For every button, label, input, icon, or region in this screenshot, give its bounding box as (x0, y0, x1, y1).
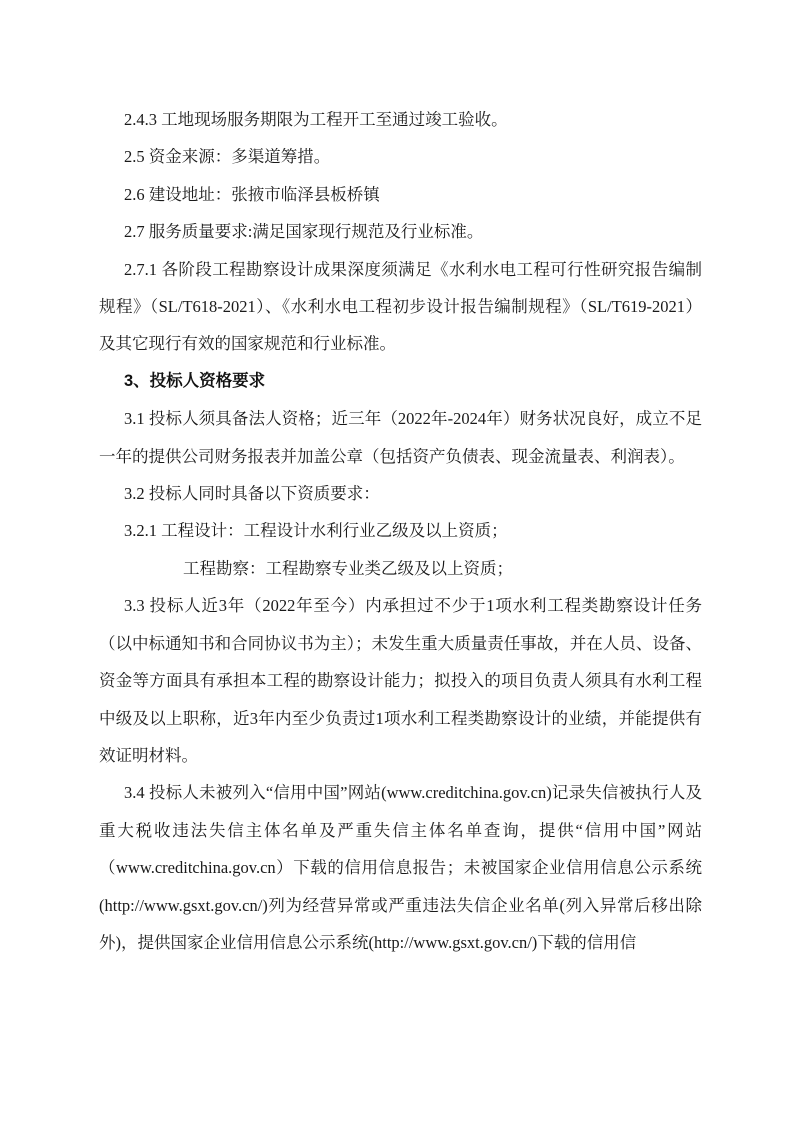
paragraph-2-4-3: 2.4.3 工地现场服务期限为工程开工至通过竣工验收。 (124, 110, 508, 129)
paragraph-3-2: 3.2 投标人同时具备以下资质要求： (124, 484, 380, 504)
paragraph-2-7-1: 2.7.1 各阶段工程勘察设计成果深度须满足《水利水电工程可行性研究报告编制规程》（SL/T618-2021）、《水利水电工程初步设计报告编制规程》（SL/T619-2021）及其它现行有效的国家规范和行业标准。 (99, 259, 702, 354)
paragraph-2-6: 2.6 建设地址：张掖市临泽县板桥镇 (124, 184, 380, 204)
section-heading-bidder-qualifications: 3、投标人资格要求 (124, 371, 266, 390)
paragraph-2-7: 2.7 服务质量要求:满足国家现行规范及行业标准。 (124, 222, 484, 242)
paragraph-3-2-1: 3.2.1 工程设计：工程设计水利行业乙级及以上资质； (124, 521, 508, 541)
paragraph-3-4: 3.4 投标人未被列入“信用中国”网站(www.creditchina.gov.cn)记录失信被执行人及重大税收违法失信主体名单及严重失信主体名单查询，提供“信用中国”网站（www.creditchina.gov.cn）下载的信用信息报告；未被国家企业信用信息公示系统(http://www.gsxt.gov.cn/)列为经营异常或严重违法失信企业名单(列入异常后移出除外)，提供国家企业信用信息公示系统(http://www.gsxt.gov.cn/)下载的信用信 (99, 783, 702, 952)
paragraph-2-5: 2.5 资金来源：多渠道筹措。 (124, 147, 331, 167)
paragraph-3-1: 3.1 投标人须具备法人资格；近三年（2022年-2024年）财务状况良好，成立不足一年的提供公司财务报表并加盖公章（包括资产负债表、现金流量表、利润表）。 (99, 409, 702, 466)
paragraph-3-3: 3.3 投标人近3年（2022年至今）内承担过不少于1项水利工程类勘察设计任务（以中标通知书和合同协议书为主）；未发生重大质量责任事故，并在人员、设备、资金等方面具有承担本工程的勘察设计能力；拟投入的项目负责人须具有水利工程中级及以上职称，近3年内至少负责过1项水利工程类勘察设计的业绩，并能提供有效证明材料。 (99, 596, 702, 765)
paragraph-3-2-1-continuation: 工程勘察：工程勘察专业类乙级及以上资质； (183, 558, 513, 578)
